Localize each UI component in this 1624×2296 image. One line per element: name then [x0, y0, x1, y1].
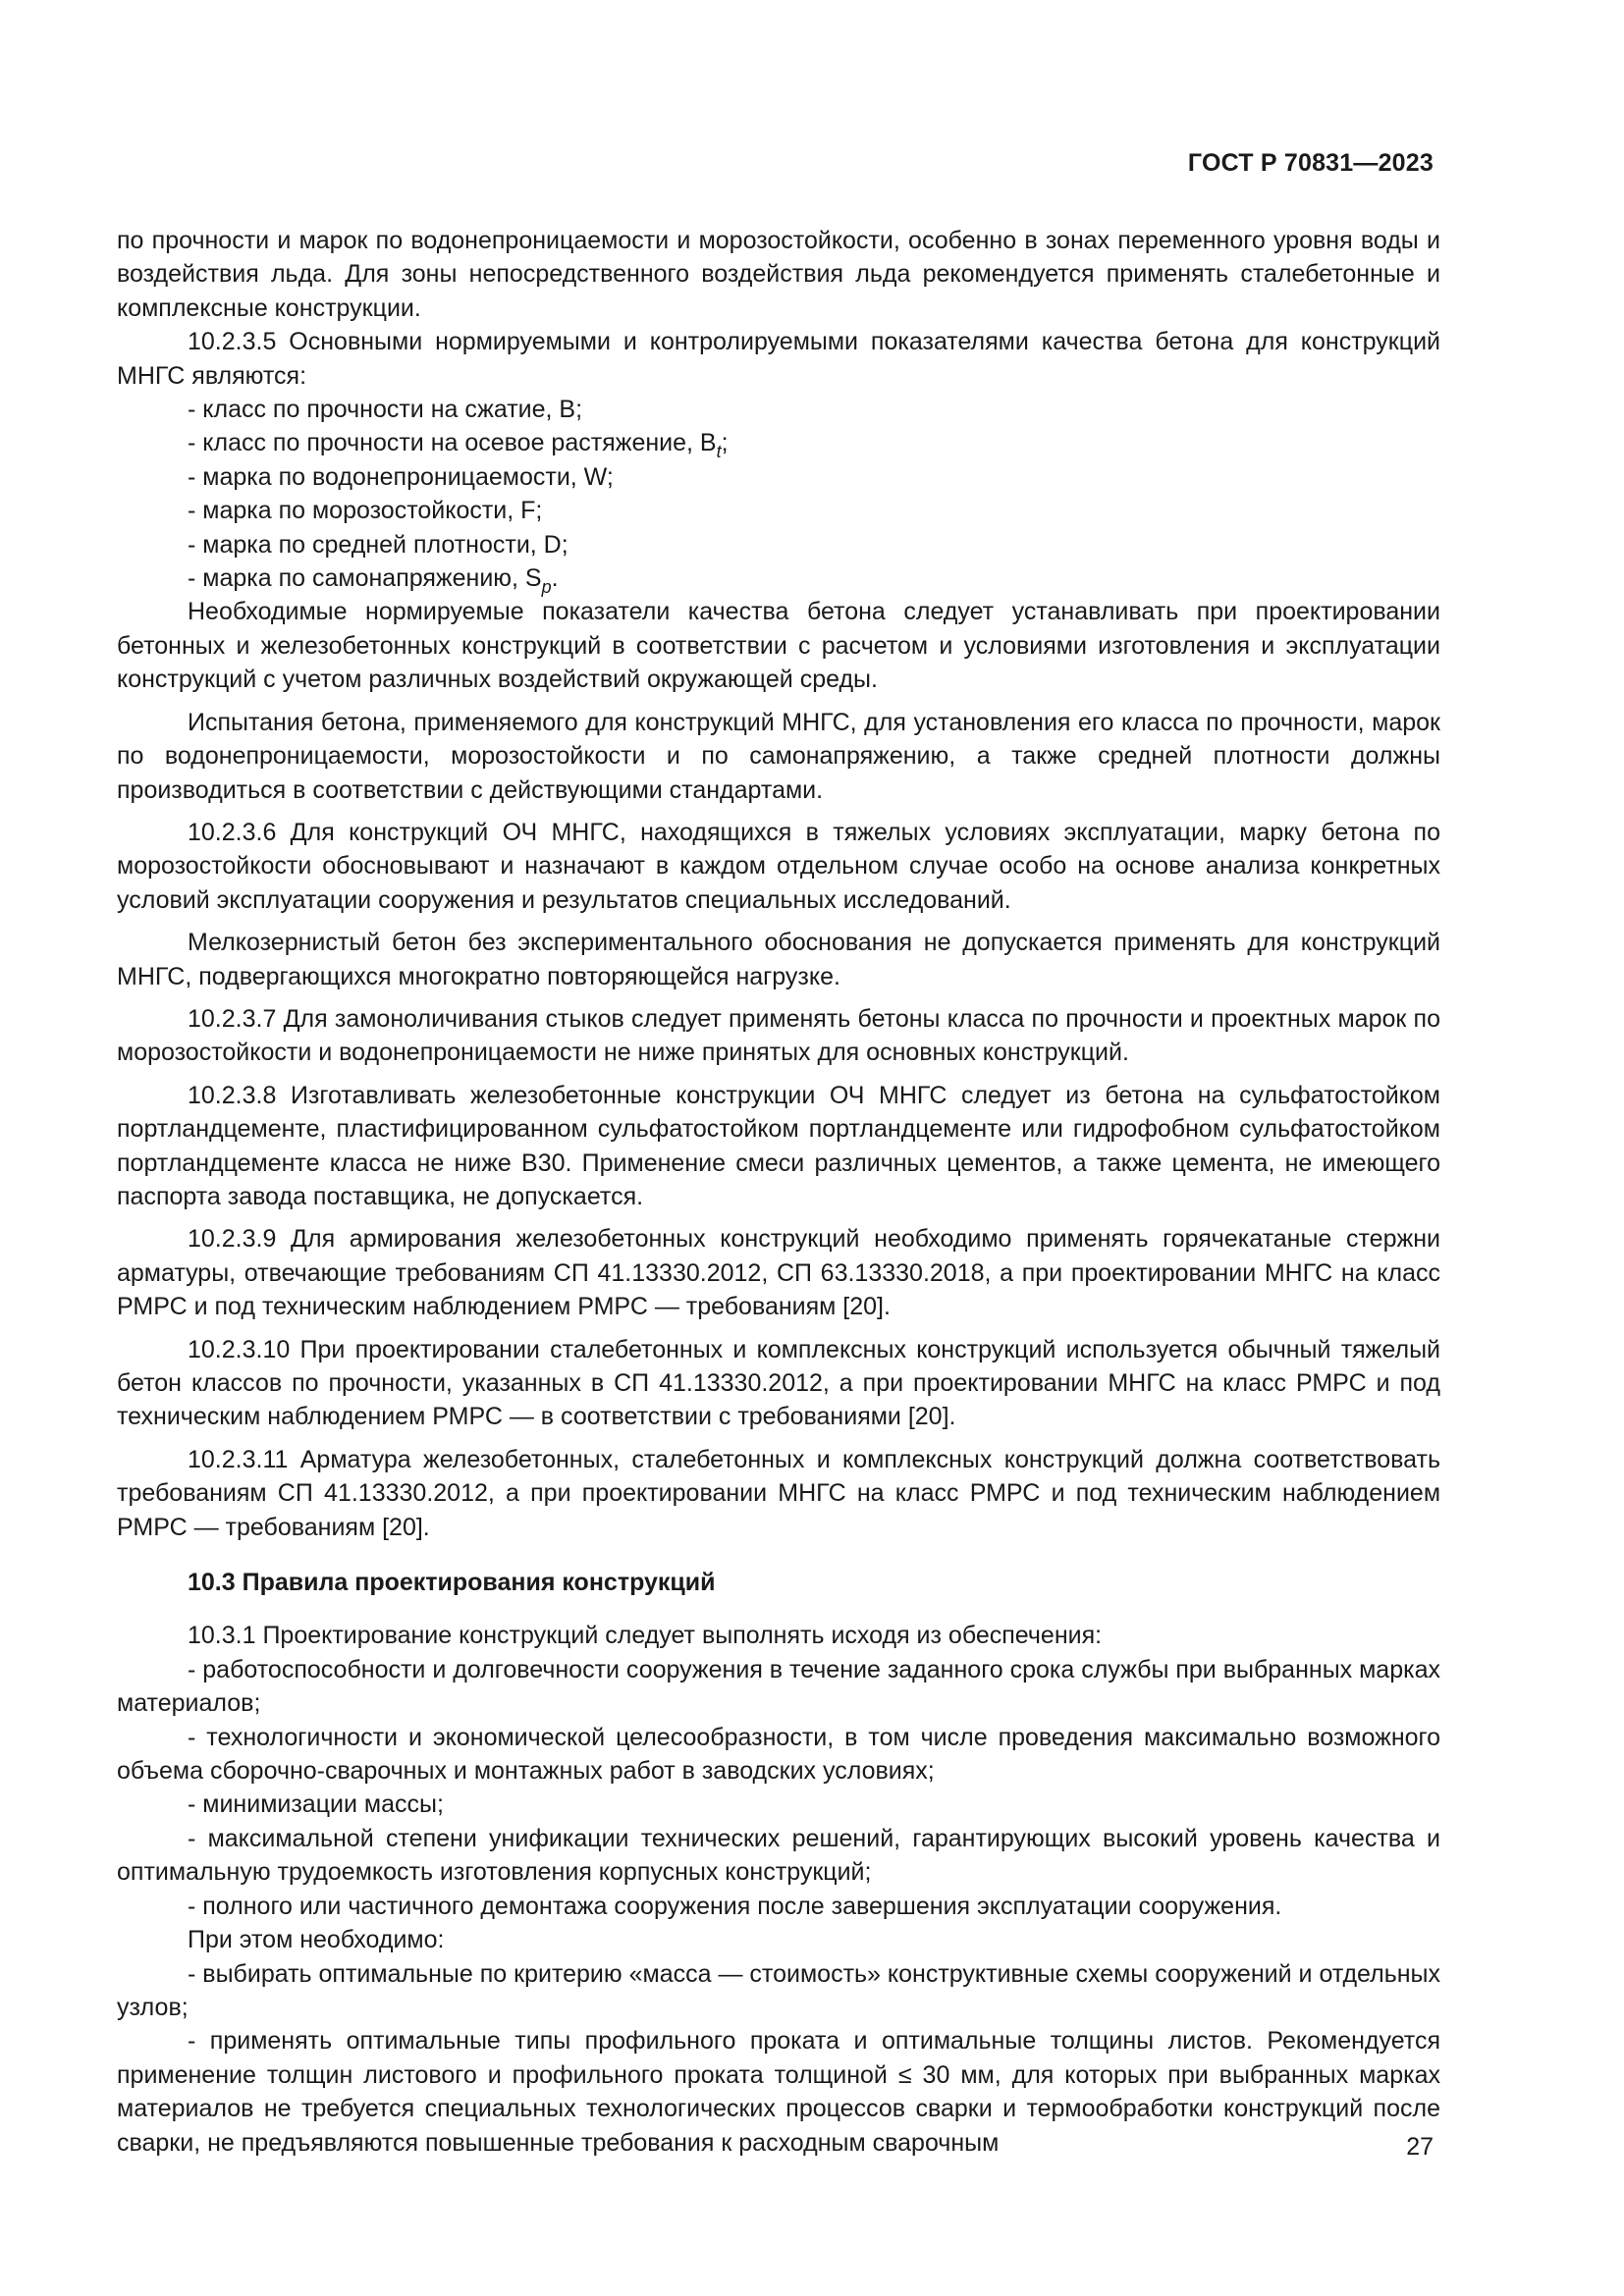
list-item: - полного или частичного демонтажа сооружения после завершения эксплуатации сооружения.: [188, 1892, 1282, 1920]
list-item-text: - марка по самонапряжению, S: [188, 564, 542, 593]
clause-10-2-3-7: 10.2.3.7 Для замоноличивания стыков следует применять бетоны класса по прочности и проектных марок по морозостойкости и водонепроницаемости не ниже принятых для основных конструкций.: [117, 1004, 1440, 1067]
list-item: - применять оптимальные типы профильного проката и оптимальные толщины листов. Рекомендуется применение толщин листового и профильного проката толщиной ≤ 30 мм, для которых при выбранных марках материалов не требуется специальных технологических процессов сварки и термообработки конструкций после сварки, не предъявляются повышенные требования к расходным сварочным: [117, 2027, 1440, 2157]
clause-10-2-3-5: 10.2.3.5 Основными нормируемыми и контролируемыми показателями качества бетона для конструкций МНГС являются:: [117, 328, 1440, 390]
paragraph: Испытания бетона, применяемого для конструкций МНГС, для установления его класса по прочности, марок по водонепроницаемости, морозостойкости и по самонапряжению, а также средней плотности должны производиться в соответствии с действующими стандартами.: [117, 708, 1440, 804]
clause-10-2-3-11: 10.2.3.11 Арматура железобетонных, сталебетонных и комплексных конструкций должна соответствовать требованиям СП 41.13330.2012, а при проектировании МНГС на класс РМРС и под техническим наблюдением РМРС — требованиям [20].: [117, 1445, 1440, 1541]
list-item-end: ;: [721, 429, 729, 457]
document-body: [117, 224, 1440, 2160]
paragraph: При этом необходимо:: [188, 1926, 445, 1954]
list-item: - выбирать оптимальные по критерию «масса — стоимость» конструктивные схемы сооружений и отдельных узлов;: [117, 1959, 1440, 2021]
list-item: [117, 426, 1440, 462]
page-number: 27: [1406, 2133, 1434, 2161]
clause-10-2-3-6: 10.2.3.6 Для конструкций ОЧ МНГС, находящихся в тяжелых условиях эксплуатации, марку бетона по морозостойкости обосновывают и назначают в каждом отдельном случае особо на основе анализа конкретных условий эксплуатации сооружения и результатов специальных исследований.: [117, 818, 1440, 914]
list-item: - минимизации массы;: [188, 1790, 444, 1819]
document-code-header: ГОСТ Р 70831—2023: [1187, 149, 1434, 177]
subscript: t: [716, 442, 722, 462]
list-item: - марка по морозостойкости, F;: [188, 497, 543, 525]
clause-10-2-3-8: 10.2.3.8 Изготавливать железобетонные конструкции ОЧ МНГС следует из бетона на сульфатостойком портландцементе, пластифицированном сульфатостойком портландцементе или гидрофобном сульфатостойком портландцементе класса не ниже В30. Применение смеси различных цементов, а также цемента, не имеющего паспорта завода поставщика, не допускается.: [117, 1081, 1440, 1210]
list-item-text: - класс по прочности на осевое растяжение, В: [188, 429, 717, 457]
subscript: p: [541, 577, 552, 598]
section-heading: 10.3 Правила проектирования конструкций: [188, 1569, 716, 1597]
list-item: - работоспособности и долговечности сооружения в течение заданного срока службы при выбранных марках материалов;: [117, 1655, 1441, 1718]
paragraph: по прочности и марок по водонепроницаемости и морозостойкости, особенно в зонах переменного уровня воды и воздействия льда. Для зоны непосредственного воздействия льда рекомендуется применять сталебетонные и комплексные конструкции.: [117, 227, 1440, 322]
list-item: - марка по водонепроницаемости, W;: [188, 462, 614, 491]
list-item-end: .: [551, 564, 559, 593]
list-item: - марка по средней плотности, D;: [188, 530, 568, 559]
paragraph: Необходимые нормируемые показатели качества бетона следует устанавливать при проектировании бетонных и железобетонных конструкций в соответствии с расчетом и условиями изготовления и эксплуатации конструкций с учетом различных воздействий окружающей среды.: [117, 598, 1440, 694]
list-item: - класс по прочности на сжатие, В;: [188, 396, 583, 424]
clause-10-2-3-9: 10.2.3.9 Для армирования железобетонных конструкций необходимо применять горячекатаные стержни арматуры, отвечающие требованиям СП 41.13330.2012, СП 63.13330.2018, а при проектировании МНГС на класс РМРС и под техническим наблюдением РМРС — требованиям [20].: [117, 1225, 1440, 1321]
list-item: - максимальной степени унификации технических решений, гарантирующих высокий уровень качества и оптимальную трудоемкость изготовления корпусных конструкций;: [117, 1824, 1440, 1887]
clause-10-2-3-10: 10.2.3.10 При проектировании сталебетонных и комплексных конструкций используется обычный тяжелый бетон классов по прочности, указанных в СП 41.13330.2012, а при проектировании МНГС на класс РМРС и под техническим наблюдением РМРС — в соответствии с требованиями [20].: [117, 1335, 1440, 1431]
clause-10-3-1: 10.3.1 Проектирование конструкций следует выполнять исходя из обеспечения:: [188, 1622, 1103, 1650]
list-item: [117, 561, 1440, 598]
paragraph: Мелкозернистый бетон без экспериментального обоснования не допускается применять для конструкций МНГС, подвергающихся многократно повторяющейся нагрузке.: [117, 929, 1440, 990]
list-item: - технологичности и экономической целесообразности, в том числе проведения максимально возможного объема сборочно-сварочных и монтажных работ в заводских условиях;: [117, 1723, 1440, 1786]
